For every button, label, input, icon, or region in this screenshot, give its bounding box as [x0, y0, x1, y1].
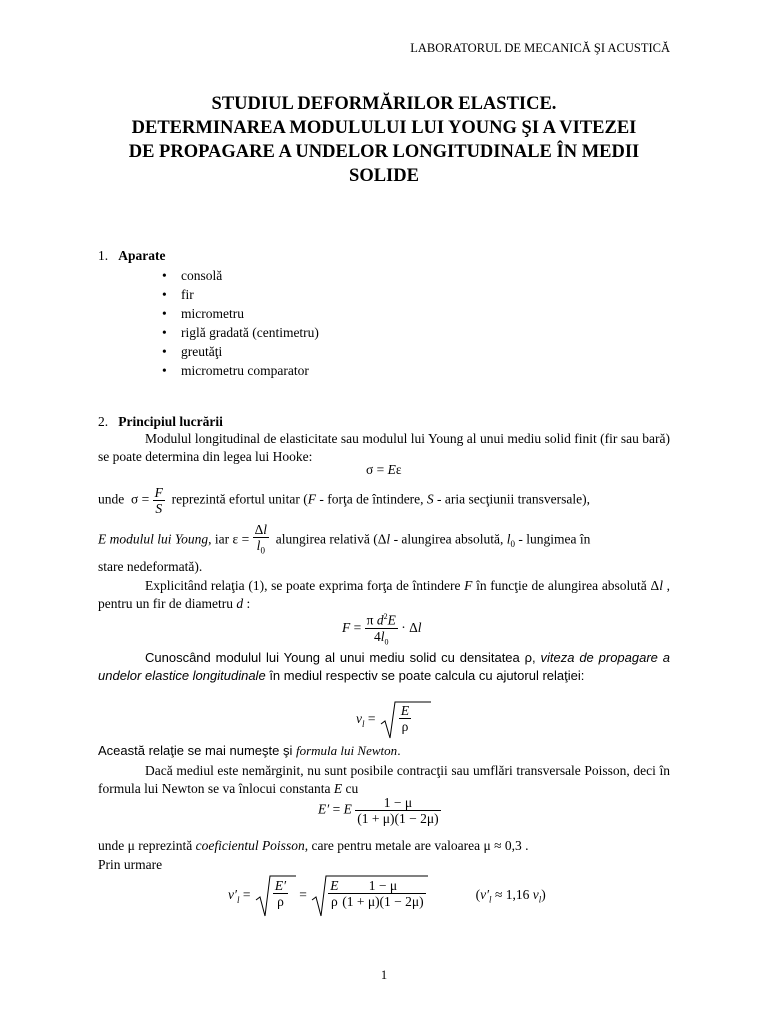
running-header: LABORATORUL DE MECANICĂ ŞI ACUSTICĂ: [410, 41, 670, 55]
title-line-4: SOLIDE: [349, 166, 419, 186]
title-line-1: STUDIUL DEFORMĂRILOR ELASTICE.: [211, 94, 557, 114]
formula-force: F = $\frac{\pi d^2E}{4l_0}$ · Δl: [342, 609, 422, 649]
formula-velocity: $v_l$ = $\frac{E}{\rho}$: [356, 700, 431, 740]
list-item: • greutăţi: [172, 342, 319, 361]
list-item: • micrometru comparator: [172, 361, 319, 380]
line-epsilon-def: E modulul lui Young, iar ε = $\frac{\Delta l}{l_0}$ alungirea relativă (Δl - alungirea absolută, $l_0$ - lungimea în: [98, 522, 670, 559]
list-item: • riglă gradată (centimetru): [172, 323, 319, 342]
list-item: • consolă: [172, 266, 319, 285]
document-title: [98, 92, 670, 188]
paragraph-newton: Cunoscând modulul lui Young al unui mediu solid cu densitatea ρ, viteza de propagare a undelor elastice longitudinale în mediul respectiv se poate calcula cu ajutorul relaţiei:: [98, 650, 670, 683]
line-prin-urmare: Prin urmare: [98, 857, 163, 872]
page-number: 1: [380, 968, 388, 982]
formula-hooke: σ = Eε: [366, 462, 402, 477]
fraction-dl-l0: $\frac{\Delta l}{l_0}$: [254, 522, 268, 556]
paragraph-explicit: Explicitând relaţia (1), se poate exprima forţa de întindere F în funcţie de alungirea absolută Δl , pentru un fir de diametru d :: [98, 578, 671, 611]
line-stare: stare nedeformată).: [98, 559, 203, 574]
line-newton-formula: Această relaţie se mai numeşte şi formula lui Newton.: [98, 743, 401, 758]
formula-e-prime: E′ = E $\frac{1 - \mu}{(1 + \mu)(1 - 2\mu)}$: [318, 795, 439, 826]
list-item: • micrometru: [172, 304, 319, 323]
formula-velocity-prime: $v'_l$ = $\frac{E'}{\rho}$ = $\frac{E}{\rho}$ $\frac{1 - \mu}{(1 + \mu)(1 - 2\mu)}$ ($v'_l \approx 1,16$ $v_l$): [228, 874, 546, 918]
line-poisson-coef: unde μ reprezintă coeficientul Poisson, care pentru metale are valoarea μ ≈ 0,3 .: [98, 838, 529, 853]
fraction-f-s: $\frac{F}{S}$: [154, 485, 163, 516]
title-line-3: DE PROPAGARE A UNDELOR LONGITUDINALE ÎN MEDII: [128, 142, 640, 162]
paragraph-young: Modulul longitudinal de elasticitate sau modulul lui Young al unui mediu solid finit (fir sau bară) se poate determina din legea lui Hooke:: [98, 431, 670, 464]
list-item: • fir: [172, 285, 319, 304]
line-sigma-def: unde σ = $\frac{F}{S}$ reprezintă efortul unitar (F - forţa de întindere, S - aria secţiunii transversale),: [98, 485, 590, 516]
title-line-2: DETERMINAREA MODULULUI LUI YOUNG ŞI A VITEZEI: [131, 118, 637, 138]
equipment-list: [172, 266, 319, 380]
paragraph-poisson: Dacă mediul este nemărginit, nu sunt posibile contracţii sau umflări transversale Poisson, deci în formula lui Newton se va înlocui constanta E cu: [98, 763, 670, 796]
section-1-heading: 1. Aparate: [98, 248, 166, 263]
section-2-heading: 2. Principiul lucrării: [98, 414, 223, 429]
